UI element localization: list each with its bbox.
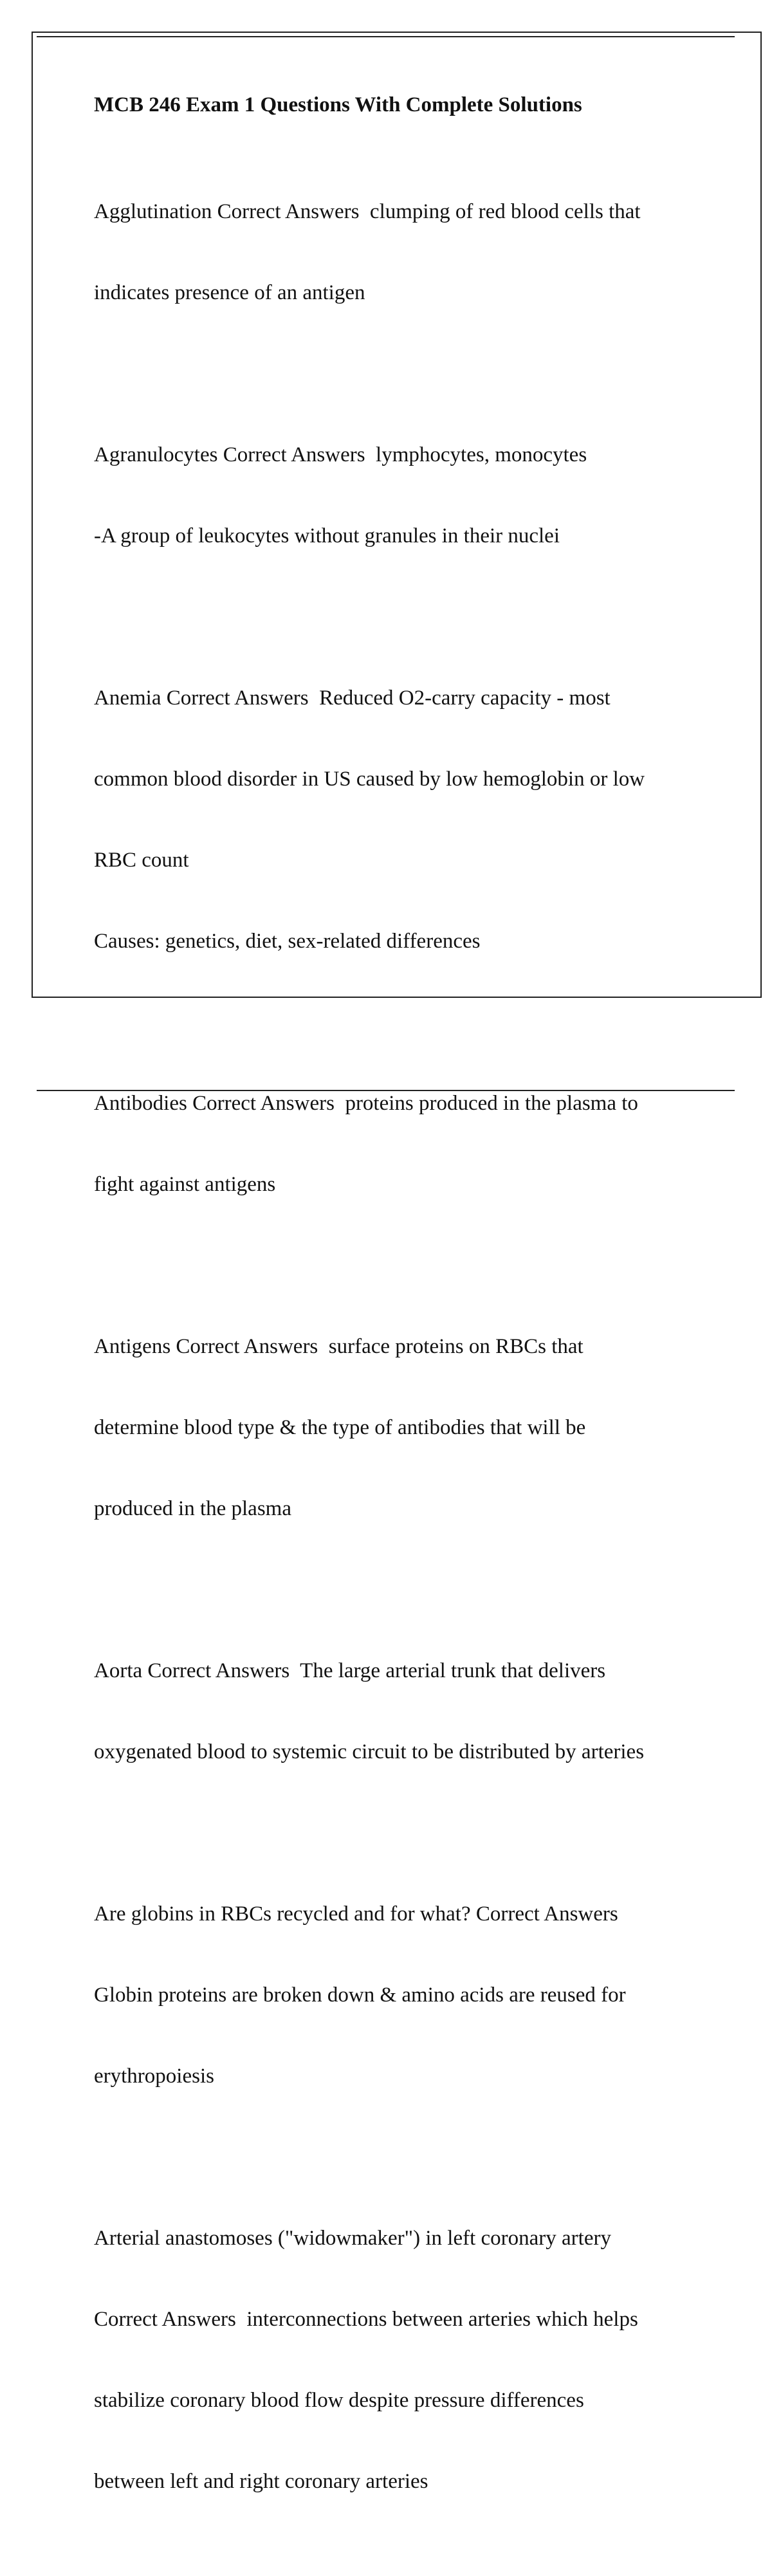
entry-line: erythropoiesis	[94, 2065, 214, 2088]
entry-arterial-anastomoses	[94, 2171, 712, 2549]
entry-line: produced in the plasma	[94, 1497, 291, 1520]
entry-line: fight against antigens	[94, 1173, 276, 1196]
entry-line: Antibodies Correct Answers proteins produced in the plasma to	[94, 1092, 638, 1115]
entry-line: stabilize coronary blood flow despite pressure differences	[94, 2389, 584, 2412]
entry-line: Aorta Correct Answers The large arterial trunk that delivers	[94, 1659, 606, 1682]
entry-line: Causes: genetics, diet, sex-related differences	[94, 930, 481, 953]
entry-line: Arterial anastomoses ("widowmaker") in left coronary artery	[94, 2227, 611, 2250]
entry-antigens	[94, 1279, 712, 1576]
entry-aorta	[94, 1603, 712, 1819]
entry-line: common blood disorder in US caused by low hemoglobin or low	[94, 768, 645, 791]
entry-line: Agranulocytes Correct Answers lymphocytes, monocytes	[94, 443, 587, 466]
entry-line: RBC count	[94, 849, 189, 872]
entry-line: indicates presence of an antigen	[94, 281, 365, 304]
entry-line: Globin proteins are broken down & amino acids are reused for	[94, 1983, 626, 2007]
entry-globins	[94, 1846, 712, 2144]
entry-line: oxygenated blood to systemic circuit to be distributed by arteries	[94, 1740, 645, 1763]
entry-agranulocytes	[94, 387, 712, 603]
entry-line: Agglutination Correct Answers clumping of red blood cells that	[94, 200, 641, 223]
entry-line: Are globins in RBCs recycled and for what? Correct Answers	[94, 1902, 618, 1926]
entry-line: Correct Answers interconnections between arteries which helps	[94, 2308, 638, 2331]
entry-agglutination	[94, 144, 712, 360]
entry-anemia	[94, 630, 712, 1009]
entry-line: Anemia Correct Answers Reduced O2-carry capacity - most	[94, 686, 611, 710]
entry-line: Antigens Correct Answers surface proteins on RBCs that	[94, 1335, 584, 1358]
document-title: MCB 246 Exam 1 Questions With Complete Solutions	[94, 93, 582, 116]
entry-line: determine blood type & the type of antibodies that will be	[94, 1416, 586, 1439]
top-rule	[37, 36, 735, 37]
entry-line: -A group of leukocytes without granules in their nuclei	[94, 524, 560, 547]
document-body	[94, 91, 712, 2576]
entry-line: between left and right coronary arteries	[94, 2470, 428, 2493]
entry-antibodies	[94, 1036, 712, 1252]
